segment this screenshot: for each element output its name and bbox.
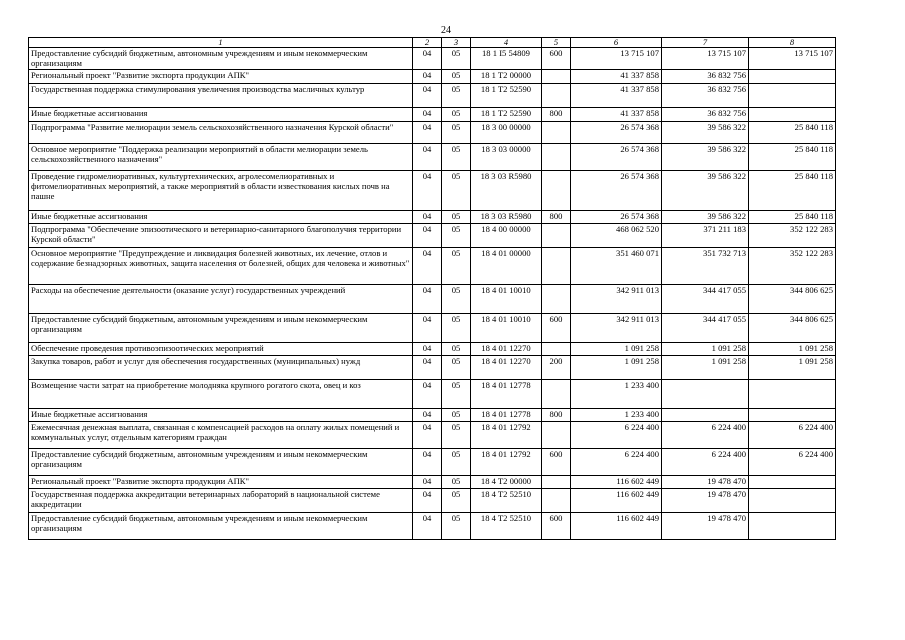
amount-year-3: 25 840 118 <box>749 122 836 144</box>
row-name: Региональный проект "Развитие экспорта продукции АПК" <box>29 70 413 84</box>
amount-year-2 <box>662 409 749 422</box>
amount-year-2: 36 832 756 <box>662 84 749 108</box>
amount-year-1: 41 337 858 <box>571 108 662 122</box>
expense-type-code <box>542 489 571 513</box>
row-name: Основное мероприятие "Поддержка реализации мероприятий в области мелиорации земель сельскохозяйственного назначения" <box>29 144 413 171</box>
table-row <box>29 48 836 70</box>
amount-year-1: 342 911 013 <box>571 314 662 343</box>
section-code: 04 <box>413 171 442 211</box>
amount-year-2: 13 715 107 <box>662 48 749 70</box>
amount-year-2: 36 832 756 <box>662 108 749 122</box>
target-article-code: 18 1 T2 52590 <box>471 108 542 122</box>
amount-year-1: 1 091 258 <box>571 356 662 380</box>
amount-year-1: 26 574 368 <box>571 211 662 224</box>
expense-type-code <box>542 84 571 108</box>
expense-type-code: 600 <box>542 48 571 70</box>
amount-year-2: 351 732 713 <box>662 248 749 285</box>
amount-year-3 <box>749 476 836 489</box>
table-row <box>29 343 836 356</box>
row-name: Иные бюджетные ассигнования <box>29 108 413 122</box>
row-name: Расходы на обеспечение деятельности (оказание услуг) государственных учреждений <box>29 285 413 314</box>
section-code: 04 <box>413 476 442 489</box>
subsection-code: 05 <box>442 144 471 171</box>
subsection-code: 05 <box>442 422 471 449</box>
table-row <box>29 489 836 513</box>
section-code: 04 <box>413 122 442 144</box>
table-row <box>29 70 836 84</box>
amount-year-2: 39 586 322 <box>662 144 749 171</box>
table-row <box>29 449 836 476</box>
target-article-code: 18 4 01 12792 <box>471 449 542 476</box>
target-article-code: 18 4 01 12270 <box>471 343 542 356</box>
row-name: Иные бюджетные ассигнования <box>29 409 413 422</box>
amount-year-3: 6 224 400 <box>749 422 836 449</box>
amount-year-3: 344 806 625 <box>749 314 836 343</box>
section-code: 04 <box>413 409 442 422</box>
amount-year-3: 13 715 107 <box>749 48 836 70</box>
amount-year-1: 342 911 013 <box>571 285 662 314</box>
amount-year-3 <box>749 380 836 409</box>
table-row <box>29 476 836 489</box>
subsection-code: 05 <box>442 171 471 211</box>
expense-type-code: 800 <box>542 108 571 122</box>
target-article-code: 18 4 T2 00000 <box>471 476 542 489</box>
subsection-code: 05 <box>442 70 471 84</box>
amount-year-2: 1 091 258 <box>662 343 749 356</box>
subsection-code: 05 <box>442 122 471 144</box>
amount-year-1: 351 460 071 <box>571 248 662 285</box>
amount-year-2: 1 091 258 <box>662 356 749 380</box>
subsection-code: 05 <box>442 380 471 409</box>
table-row <box>29 422 836 449</box>
target-article-code: 18 3 03 R5980 <box>471 171 542 211</box>
amount-year-1: 1 233 400 <box>571 380 662 409</box>
amount-year-1: 26 574 368 <box>571 171 662 211</box>
subsection-code: 05 <box>442 343 471 356</box>
expense-type-code <box>542 122 571 144</box>
amount-year-2: 36 832 756 <box>662 70 749 84</box>
expense-type-code: 800 <box>542 211 571 224</box>
expense-type-code <box>542 285 571 314</box>
target-article-code: 18 4 01 12778 <box>471 380 542 409</box>
subsection-code: 05 <box>442 476 471 489</box>
amount-year-3: 352 122 283 <box>749 248 836 285</box>
section-code: 04 <box>413 489 442 513</box>
header-cell: 4 <box>471 38 542 48</box>
target-article-code: 18 3 03 R5980 <box>471 211 542 224</box>
expense-type-code <box>542 380 571 409</box>
target-article-code: 18 3 00 00000 <box>471 122 542 144</box>
row-name: Предоставление субсидий бюджетным, автономным учреждениям и иным некоммерческим организациям <box>29 314 413 343</box>
amount-year-2: 6 224 400 <box>662 422 749 449</box>
header-cell: 7 <box>662 38 749 48</box>
expense-type-code <box>542 248 571 285</box>
amount-year-3: 352 122 283 <box>749 224 836 248</box>
amount-year-3 <box>749 513 836 540</box>
amount-year-2: 19 478 470 <box>662 489 749 513</box>
target-article-code: 18 1 T2 52590 <box>471 84 542 108</box>
target-article-code: 18 4 T2 52510 <box>471 513 542 540</box>
row-name: Основное мероприятие "Предупреждение и ликвидация болезней животных, их лечение, отлов и содержание безнадзорных животных, защита населения от болезней, общих для человека и животных" <box>29 248 413 285</box>
expense-type-code <box>542 171 571 211</box>
target-article-code: 18 4 01 00000 <box>471 248 542 285</box>
table-row <box>29 171 836 211</box>
section-code: 04 <box>413 48 442 70</box>
section-code: 04 <box>413 343 442 356</box>
target-article-code: 18 4 01 12778 <box>471 409 542 422</box>
amount-year-1: 116 602 449 <box>571 489 662 513</box>
subsection-code: 05 <box>442 449 471 476</box>
row-name: Региональный проект "Развитие экспорта продукции АПК" <box>29 476 413 489</box>
expense-type-code: 200 <box>542 356 571 380</box>
table-row <box>29 314 836 343</box>
subsection-code: 05 <box>442 84 471 108</box>
amount-year-2: 39 586 322 <box>662 171 749 211</box>
table-row <box>29 84 836 108</box>
amount-year-3 <box>749 409 836 422</box>
section-code: 04 <box>413 380 442 409</box>
amount-year-2: 6 224 400 <box>662 449 749 476</box>
amount-year-2: 19 478 470 <box>662 513 749 540</box>
table-row <box>29 108 836 122</box>
subsection-code: 05 <box>442 356 471 380</box>
amount-year-2: 39 586 322 <box>662 211 749 224</box>
amount-year-2: 39 586 322 <box>662 122 749 144</box>
subsection-code: 05 <box>442 513 471 540</box>
expense-type-code <box>542 70 571 84</box>
expense-type-code <box>542 476 571 489</box>
amount-year-3 <box>749 489 836 513</box>
amount-year-2: 344 417 055 <box>662 314 749 343</box>
section-code: 04 <box>413 285 442 314</box>
row-name: Подпрограмма "Обеспечение эпизоотического и ветеринарно-санитарного благополучия территории Курской области" <box>29 224 413 248</box>
amount-year-1: 468 062 520 <box>571 224 662 248</box>
amount-year-3: 25 840 118 <box>749 211 836 224</box>
amount-year-2: 371 211 183 <box>662 224 749 248</box>
amount-year-1: 6 224 400 <box>571 422 662 449</box>
row-name: Закупка товаров, работ и услуг для обеспечения государственных (муниципальных) нужд <box>29 356 413 380</box>
subsection-code: 05 <box>442 211 471 224</box>
target-article-code: 18 3 03 00000 <box>471 144 542 171</box>
table-row <box>29 356 836 380</box>
section-code: 04 <box>413 70 442 84</box>
section-code: 04 <box>413 144 442 171</box>
header-cell: 3 <box>442 38 471 48</box>
table-row <box>29 513 836 540</box>
row-name: Ежемесячная денежная выплата, связанная с компенсацией расходов на оплату жилых помещений и коммунальных услуг, отдельным категориям граждан <box>29 422 413 449</box>
table-row <box>29 144 836 171</box>
subsection-code: 05 <box>442 108 471 122</box>
subsection-code: 05 <box>442 409 471 422</box>
row-name: Иные бюджетные ассигнования <box>29 211 413 224</box>
row-name: Предоставление субсидий бюджетным, автономным учреждениям и иным некоммерческим организациям <box>29 513 413 540</box>
header-row <box>29 38 836 48</box>
expense-type-code <box>542 144 571 171</box>
amount-year-1: 41 337 858 <box>571 70 662 84</box>
target-article-code: 18 1 T2 00000 <box>471 70 542 84</box>
expense-type-code <box>542 422 571 449</box>
amount-year-3 <box>749 108 836 122</box>
section-code: 04 <box>413 513 442 540</box>
amount-year-3: 25 840 118 <box>749 144 836 171</box>
amount-year-3 <box>749 84 836 108</box>
amount-year-1: 26 574 368 <box>571 122 662 144</box>
amount-year-3: 1 091 258 <box>749 343 836 356</box>
section-code: 04 <box>413 211 442 224</box>
table-row <box>29 224 836 248</box>
row-name: Подпрограмма "Развитие мелиорации земель сельскохозяйственного назначения Курской области" <box>29 122 413 144</box>
subsection-code: 05 <box>442 48 471 70</box>
section-code: 04 <box>413 84 442 108</box>
amount-year-2: 19 478 470 <box>662 476 749 489</box>
target-article-code: 18 4 01 12792 <box>471 422 542 449</box>
target-article-code: 18 4 01 12270 <box>471 356 542 380</box>
table-body <box>29 38 836 540</box>
expense-type-code <box>542 343 571 356</box>
amount-year-1: 1 233 400 <box>571 409 662 422</box>
amount-year-1: 6 224 400 <box>571 449 662 476</box>
subsection-code: 05 <box>442 248 471 285</box>
page-number: 24 <box>441 25 451 36</box>
section-code: 04 <box>413 449 442 476</box>
target-article-code: 18 4 01 10010 <box>471 285 542 314</box>
expense-type-code: 600 <box>542 314 571 343</box>
section-code: 04 <box>413 108 442 122</box>
expense-type-code <box>542 224 571 248</box>
amount-year-2: 344 417 055 <box>662 285 749 314</box>
amount-year-1: 116 602 449 <box>571 476 662 489</box>
expense-type-code: 800 <box>542 409 571 422</box>
row-name: Предоставление субсидий бюджетным, автономным учреждениям и иным некоммерческим организациям <box>29 48 413 70</box>
amount-year-2 <box>662 380 749 409</box>
section-code: 04 <box>413 422 442 449</box>
amount-year-3: 344 806 625 <box>749 285 836 314</box>
row-name: Возмещение части затрат на приобретение молодняка крупного рогатого скота, овец и коз <box>29 380 413 409</box>
section-code: 04 <box>413 314 442 343</box>
amount-year-1: 1 091 258 <box>571 343 662 356</box>
subsection-code: 05 <box>442 314 471 343</box>
header-cell: 8 <box>749 38 836 48</box>
row-name: Проведение гидромелиоративных, культуртехнических, агролесомелиоративных и фитомелиоративных мероприятий, а также мероприятий в области известкования кислых почв на пашне <box>29 171 413 211</box>
subsection-code: 05 <box>442 285 471 314</box>
amount-year-3: 25 840 118 <box>749 171 836 211</box>
subsection-code: 05 <box>442 489 471 513</box>
table-row <box>29 248 836 285</box>
table-row <box>29 380 836 409</box>
target-article-code: 18 4 00 00000 <box>471 224 542 248</box>
section-code: 04 <box>413 356 442 380</box>
row-name: Государственная поддержка стимулирования увеличения производства масличных культур <box>29 84 413 108</box>
amount-year-1: 13 715 107 <box>571 48 662 70</box>
target-article-code: 18 4 T2 52510 <box>471 489 542 513</box>
amount-year-1: 41 337 858 <box>571 84 662 108</box>
target-article-code: 18 4 01 10010 <box>471 314 542 343</box>
amount-year-3 <box>749 70 836 84</box>
table-row <box>29 122 836 144</box>
table-row <box>29 211 836 224</box>
amount-year-3: 6 224 400 <box>749 449 836 476</box>
row-name: Государственная поддержка аккредитации ветеринарных лабораторий в национальной системе аккредитации <box>29 489 413 513</box>
row-name: Предоставление субсидий бюджетным, автономным учреждениям и иным некоммерческим организациям <box>29 449 413 476</box>
subsection-code: 05 <box>442 224 471 248</box>
amount-year-1: 116 602 449 <box>571 513 662 540</box>
expense-type-code: 600 <box>542 513 571 540</box>
table-row <box>29 409 836 422</box>
header-cell: 6 <box>571 38 662 48</box>
budget-table <box>28 37 836 540</box>
header-cell: 1 <box>29 38 413 48</box>
section-code: 04 <box>413 248 442 285</box>
amount-year-3: 1 091 258 <box>749 356 836 380</box>
table-row <box>29 285 836 314</box>
row-name: Обеспечение проведения противоэпизоотических мероприятий <box>29 343 413 356</box>
amount-year-1: 26 574 368 <box>571 144 662 171</box>
expense-type-code: 600 <box>542 449 571 476</box>
header-cell: 5 <box>542 38 571 48</box>
target-article-code: 18 1 I5 54809 <box>471 48 542 70</box>
header-cell: 2 <box>413 38 442 48</box>
section-code: 04 <box>413 224 442 248</box>
